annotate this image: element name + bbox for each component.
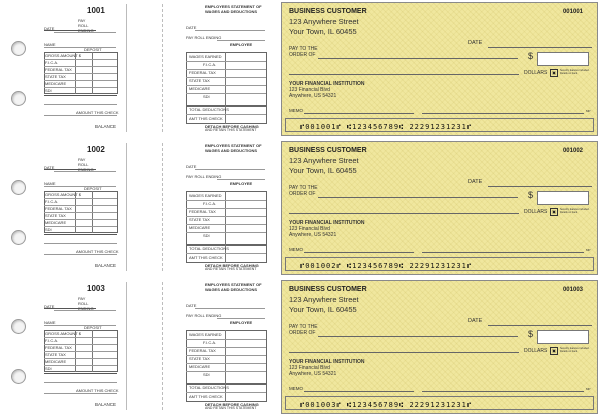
memo-line[interactable] <box>304 252 414 253</box>
bank-city: Anywhere, US 54321 <box>289 232 337 238</box>
bank-name: YOUR FINANCIAL INSTITUTION <box>289 220 365 226</box>
payee-line[interactable] <box>318 58 518 59</box>
stub-medicare-label: MEDICARE <box>45 81 67 86</box>
business-name: BUSINESS CUSTOMER <box>289 8 367 15</box>
stub-fica-label: F.I.C.A. <box>45 60 59 65</box>
stub-date-label: DATE <box>44 26 55 31</box>
punch-hole <box>11 230 26 245</box>
pay-to-label: PAY TO THE ORDER OF <box>289 46 318 58</box>
stub-sdi-label: SDI <box>45 366 52 371</box>
statement-amt-this-check-label: AMT THIS CHECK <box>189 394 223 399</box>
stub-deposit-label: DEPOSIT <box>84 186 102 191</box>
statement-subtitle: WAGES AND DEDUCTIONS <box>205 9 258 14</box>
stub-medicare-label: MEDICARE <box>45 220 67 225</box>
amount-box[interactable] <box>537 191 589 205</box>
statement-row-label: WAGES EARNED <box>189 332 222 337</box>
stub-name-label: NAME <box>44 42 56 47</box>
signature-line[interactable] <box>422 391 584 392</box>
statement-row-label: MEDICARE <box>189 364 211 369</box>
statement-row-label: SDI <box>203 233 210 238</box>
statement-row-label: F.I.C.A. <box>203 62 217 67</box>
micr-line: ⑈001001⑈ ⑆123456789⑆ 22291231231⑈ <box>300 123 473 131</box>
memo-line[interactable] <box>304 113 414 114</box>
stub-number: 1002 <box>87 145 105 154</box>
statement-subtitle: WAGES AND DEDUCTIONS <box>205 287 258 292</box>
stub-federal-tax-label: FEDERAL TAX <box>45 345 72 350</box>
statement-row-label: FEDERAL TAX <box>189 70 216 75</box>
statement-row-label: WAGES EARNED <box>189 193 222 198</box>
stub-deposit-label: DEPOSIT <box>84 47 102 52</box>
statement-date-label: DATE <box>186 25 197 30</box>
statement-total-deductions-label: TOTAL DEDUCTIONS <box>189 107 229 112</box>
stub-state-tax-label: STATE TAX <box>45 352 66 357</box>
statement-date-label: DATE <box>186 164 197 169</box>
statement-detach-label: DETACH BEFORE CASHING <box>205 263 259 268</box>
stub-gross-amount-label: GROSS AMOUNT $ <box>45 192 81 197</box>
lock-icon: ▣ <box>550 69 558 77</box>
statement-amt-this-check-label: AMT THIS CHECK <box>189 255 223 260</box>
security-note: Security features included. Details on back. <box>560 69 590 75</box>
check-date-label: DATE <box>468 179 483 185</box>
lock-icon: ▣ <box>550 347 558 355</box>
check-number: 001002 <box>562 148 583 154</box>
statement-subtitle: WAGES AND DEDUCTIONS <box>205 148 258 153</box>
security-note: Security features included. Details on back. <box>560 347 590 353</box>
stub-state-tax-label: STATE TAX <box>45 74 66 79</box>
stub-amount-this-check-label: AMOUNT THIS CHECK <box>76 249 119 254</box>
business-check <box>281 141 598 275</box>
statement-title: EMPLOYEES STATEMENT OF <box>205 4 262 9</box>
bank-street: 123 Financial Blvd <box>289 226 330 232</box>
business-street: 123 Anywhere Street <box>289 295 359 304</box>
wage-statement <box>183 278 268 416</box>
pay-to-label: PAY TO THE ORDER OF <box>289 324 318 336</box>
stub-fica-label: F.I.C.A. <box>45 338 59 343</box>
statement-pay-roll-ending-label: PAY ROLL ENDING <box>186 313 222 318</box>
stub-state-tax-label: STATE TAX <box>45 213 66 218</box>
stub-federal-tax-label: FEDERAL TAX <box>45 206 72 211</box>
stub-pay-roll-ending-label: PAY ROLL ENDING <box>78 18 94 33</box>
statement-retain-label: AND RETAIN THIS STATEMENT <box>205 406 257 410</box>
statement-row-label: SDI <box>203 94 210 99</box>
payroll-stub <box>40 139 164 277</box>
bank-info <box>289 220 364 238</box>
amount-words-line[interactable] <box>289 352 519 353</box>
statement-employee-label: EMPLOYEE <box>230 42 253 47</box>
mp-label: MP <box>586 248 591 252</box>
check-row <box>0 0 600 138</box>
dollars-label: DOLLARS <box>524 70 548 76</box>
statement-total-deductions-label: TOTAL DEDUCTIONS <box>189 385 229 390</box>
signature-line[interactable] <box>422 252 584 253</box>
bank-city: Anywhere, US 54321 <box>289 371 337 377</box>
dollars-label: DOLLARS <box>524 209 548 215</box>
amount-box[interactable] <box>537 52 589 66</box>
check-number: 001003 <box>562 287 583 293</box>
stub-sdi-label: SDI <box>45 88 52 93</box>
stub-name-label: NAME <box>44 320 56 325</box>
stub-gross-amount-label: GROSS AMOUNT $ <box>45 331 81 336</box>
punch-hole <box>11 180 26 195</box>
wage-statement <box>183 0 268 138</box>
stub-deposit-label: DEPOSIT <box>84 325 102 330</box>
mp-label: MP <box>586 387 591 391</box>
statement-retain-label: AND RETAIN THIS STATEMENT <box>205 267 257 271</box>
check-number: 001001 <box>562 9 583 15</box>
business-check <box>281 280 598 414</box>
statement-row-label: FEDERAL TAX <box>189 348 216 353</box>
stub-fica-label: F.I.C.A. <box>45 199 59 204</box>
memo-label: MEMO <box>289 247 303 252</box>
stub-number: 1003 <box>87 284 105 293</box>
statement-pay-roll-ending-label: PAY ROLL ENDING <box>186 35 222 40</box>
stub-balance-label: BALANCE <box>95 124 117 129</box>
stub-balance-label: BALANCE <box>95 402 117 407</box>
statement-row-label: F.I.C.A. <box>203 201 217 206</box>
payroll-stub <box>40 278 164 416</box>
statement-row-label: STATE TAX <box>189 78 210 83</box>
statement-amt-this-check-label: AMT THIS CHECK <box>189 116 223 121</box>
payee-line[interactable] <box>318 197 518 198</box>
perforation-line <box>162 282 163 410</box>
statement-pay-roll-ending-label: PAY ROLL ENDING <box>186 174 222 179</box>
payee-line[interactable] <box>318 336 518 337</box>
stub-date-label: DATE <box>44 304 55 309</box>
date-line[interactable] <box>488 325 592 326</box>
amount-words-line[interactable] <box>289 213 519 214</box>
stub-balance-label: BALANCE <box>95 263 117 268</box>
dollar-sign: $ <box>528 329 534 339</box>
business-check <box>281 2 598 136</box>
business-name: BUSINESS CUSTOMER <box>289 147 367 154</box>
business-city: Your Town, IL 60455 <box>289 27 357 36</box>
stub-sdi-label: SDI <box>45 227 52 232</box>
business-city: Your Town, IL 60455 <box>289 305 357 314</box>
check-date-label: DATE <box>468 318 483 324</box>
statement-row-label: STATE TAX <box>189 217 210 222</box>
dollars-label: DOLLARS <box>524 348 548 354</box>
statement-row-label: SDI <box>203 372 210 377</box>
statement-title: EMPLOYEES STATEMENT OF <box>205 282 262 287</box>
stub-federal-tax-label: FEDERAL TAX <box>45 67 72 72</box>
statement-row-label: MEDICARE <box>189 86 211 91</box>
check-row <box>0 139 600 277</box>
statement-detach-label: DETACH BEFORE CASHING <box>205 402 259 407</box>
statement-row-label: FEDERAL TAX <box>189 209 216 214</box>
punch-hole <box>11 369 26 384</box>
stub-number: 1001 <box>87 6 105 15</box>
bank-info <box>289 359 364 377</box>
amount-words-line[interactable] <box>289 74 519 75</box>
statement-row-label: F.I.C.A. <box>203 340 217 345</box>
perforation-line <box>162 143 163 271</box>
wage-statement <box>183 139 268 277</box>
check-date-label: DATE <box>468 40 483 46</box>
statement-row-label: WAGES EARNED <box>189 54 222 59</box>
statement-detach-label: DETACH BEFORE CASHING <box>205 124 259 129</box>
statement-retain-label: AND RETAIN THIS STATEMENT <box>205 128 257 132</box>
statement-date-label: DATE <box>186 303 197 308</box>
dollar-sign: $ <box>528 51 534 61</box>
bank-name: YOUR FINANCIAL INSTITUTION <box>289 81 365 87</box>
mp-label: MP <box>586 109 591 113</box>
memo-line[interactable] <box>304 391 414 392</box>
stub-gross-amount-label: GROSS AMOUNT $ <box>45 53 81 58</box>
statement-employee-label: EMPLOYEE <box>230 320 253 325</box>
dollar-sign: $ <box>528 190 534 200</box>
date-line[interactable] <box>488 47 592 48</box>
statement-row-label: MEDICARE <box>189 225 211 230</box>
security-note: Security features included. Details on back. <box>560 208 590 214</box>
business-street: 123 Anywhere Street <box>289 17 359 26</box>
punch-hole <box>11 41 26 56</box>
amount-box[interactable] <box>537 330 589 344</box>
stub-date-label: DATE <box>44 165 55 170</box>
memo-label: MEMO <box>289 386 303 391</box>
statement-total-deductions-label: TOTAL DEDUCTIONS <box>189 246 229 251</box>
signature-line[interactable] <box>422 113 584 114</box>
stub-pay-roll-ending-label: PAY ROLL ENDING <box>78 157 94 172</box>
stub-amount-this-check-label: AMOUNT THIS CHECK <box>76 110 119 115</box>
perforation-line <box>162 4 163 132</box>
punch-hole <box>11 91 26 106</box>
stub-medicare-label: MEDICARE <box>45 359 67 364</box>
business-city: Your Town, IL 60455 <box>289 166 357 175</box>
statement-row-label: STATE TAX <box>189 356 210 361</box>
payroll-stub <box>40 0 164 138</box>
bank-street: 123 Financial Blvd <box>289 365 330 371</box>
punch-hole <box>11 319 26 334</box>
micr-line: ⑈001003⑈ ⑆123456789⑆ 22291231231⑈ <box>300 401 473 409</box>
date-line[interactable] <box>488 186 592 187</box>
check-row <box>0 278 600 416</box>
stub-name-label: NAME <box>44 181 56 186</box>
stub-pay-roll-ending-label: PAY ROLL ENDING <box>78 296 94 311</box>
bank-info <box>289 81 364 99</box>
stub-amount-this-check-label: AMOUNT THIS CHECK <box>76 388 119 393</box>
business-name: BUSINESS CUSTOMER <box>289 286 367 293</box>
bank-name: YOUR FINANCIAL INSTITUTION <box>289 359 365 365</box>
micr-line: ⑈001002⑈ ⑆123456789⑆ 22291231231⑈ <box>300 262 473 270</box>
statement-employee-label: EMPLOYEE <box>230 181 253 186</box>
pay-to-label: PAY TO THE ORDER OF <box>289 185 318 197</box>
lock-icon: ▣ <box>550 208 558 216</box>
business-street: 123 Anywhere Street <box>289 156 359 165</box>
bank-street: 123 Financial Blvd <box>289 87 330 93</box>
statement-title: EMPLOYEES STATEMENT OF <box>205 143 262 148</box>
memo-label: MEMO <box>289 108 303 113</box>
bank-city: Anywhere, US 54321 <box>289 93 337 99</box>
